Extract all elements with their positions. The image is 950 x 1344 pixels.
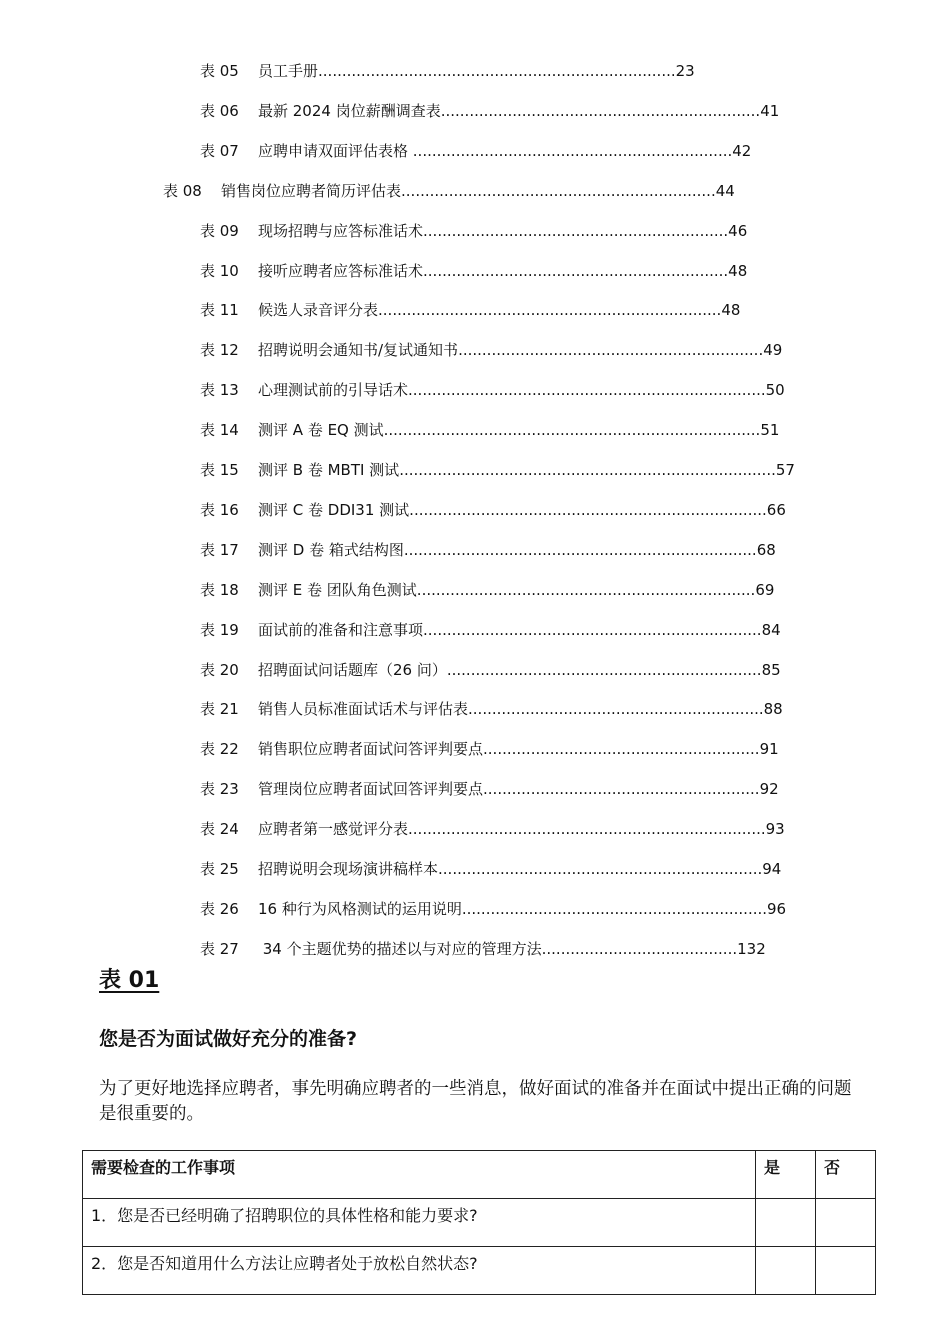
toc-number: 表 26 bbox=[200, 899, 239, 918]
toc-title: 管理岗位应聘者面试回答评判要点 bbox=[258, 780, 484, 799]
toc-leader-dots: .................................................................... bbox=[438, 860, 763, 878]
toc-number: 表 22 bbox=[200, 740, 239, 759]
checklist-header-row bbox=[83, 1151, 876, 1199]
toc-entry[interactable] bbox=[200, 497, 880, 523]
toc-leader-dots: ........................................................................... bbox=[408, 381, 766, 400]
toc-entry[interactable] bbox=[200, 138, 880, 164]
toc-leader-dots: ............................................................................... bbox=[383, 421, 761, 440]
toc-leader-dots: ................................................................ bbox=[423, 221, 729, 240]
toc-number: 表 08 bbox=[163, 181, 202, 200]
toc-page-number: 49 bbox=[763, 341, 783, 360]
toc-title: 最新 2024 岗位薪酬调查表 bbox=[258, 101, 441, 120]
header-item: 需要检查的工作事项 bbox=[83, 1151, 756, 1199]
toc-leader-dots: .............................................................. bbox=[468, 700, 764, 719]
header-no: 否 bbox=[816, 1151, 876, 1199]
header-yes: 是 bbox=[756, 1151, 816, 1199]
toc-number: 表 23 bbox=[200, 780, 239, 799]
checklist-table bbox=[82, 1150, 876, 1295]
toc-title: 接听应聘者应答标准话术 bbox=[258, 261, 424, 280]
toc-entry[interactable] bbox=[200, 577, 880, 603]
toc-entry[interactable] bbox=[200, 337, 880, 363]
toc-page-number: 51 bbox=[760, 421, 780, 440]
toc-entry[interactable] bbox=[200, 537, 880, 563]
toc-number: 表 21 bbox=[200, 700, 239, 719]
section-heading: 表 01 bbox=[99, 968, 160, 993]
toc-entry[interactable] bbox=[200, 936, 880, 962]
toc-leader-dots: .................................................................. bbox=[401, 181, 716, 200]
toc-page-number: 69 bbox=[755, 580, 775, 599]
toc-page-number: 48 bbox=[721, 301, 741, 320]
toc-leader-dots: ........................................................................... bbox=[408, 820, 766, 839]
toc-entry[interactable] bbox=[200, 696, 880, 722]
toc-title: 测评 E 卷 团队角色测试 bbox=[258, 580, 417, 599]
toc-title: 测评 C 卷 DDI31 测试 bbox=[258, 500, 410, 519]
toc-page-number: 92 bbox=[759, 780, 779, 799]
toc-leader-dots: ....................................................................... bbox=[423, 620, 762, 639]
toc-page-number: 84 bbox=[761, 620, 781, 639]
toc-leader-dots: ......................................... bbox=[541, 939, 738, 958]
toc-page-number: 85 bbox=[761, 660, 781, 679]
toc-entry[interactable] bbox=[200, 98, 880, 124]
toc-page-number: 57 bbox=[775, 461, 795, 479]
table-row bbox=[83, 1199, 876, 1247]
toc-title: 应聘者第一感觉评分表 bbox=[258, 820, 409, 839]
toc-leader-dots: ................................................................... bbox=[412, 141, 733, 160]
toc-leader-dots: ........................................................................... bbox=[409, 500, 767, 519]
toc-page-number: 44 bbox=[715, 181, 735, 200]
checkbox-yes[interactable] bbox=[756, 1247, 816, 1295]
toc-title: 心理测试前的引导话术 bbox=[258, 381, 409, 400]
toc-number: 表 13 bbox=[200, 381, 239, 400]
toc-leader-dots: ............................................................................... bbox=[399, 461, 776, 479]
toc-number: 表 24 bbox=[200, 820, 239, 839]
toc-page-number: 42 bbox=[732, 141, 752, 160]
toc-page-number: 132 bbox=[737, 939, 766, 958]
toc-entry[interactable] bbox=[200, 457, 880, 483]
toc-entry[interactable] bbox=[200, 657, 880, 683]
toc-entry[interactable] bbox=[200, 856, 880, 882]
toc-title: 测评 B 卷 MBTI 测试 bbox=[258, 461, 400, 479]
toc-page-number: 94 bbox=[762, 860, 782, 878]
toc-leader-dots: ........................................................................... bbox=[318, 62, 676, 80]
toc-title: 销售岗位应聘者简历评估表 bbox=[221, 181, 402, 200]
toc-leader-dots: ........................................................................ bbox=[378, 301, 722, 320]
toc-title: 销售职位应聘者面试问答评判要点 bbox=[258, 740, 484, 759]
toc-number: 表 07 bbox=[200, 141, 239, 160]
toc-number: 表 18 bbox=[200, 580, 239, 599]
toc-page-number: 88 bbox=[763, 700, 783, 719]
checklist-item: 2．您是否知道用什么方法让应聘者处于放松自然状态? bbox=[83, 1247, 756, 1295]
toc-number: 表 15 bbox=[200, 461, 239, 479]
toc-page-number: 93 bbox=[765, 820, 785, 839]
toc-number: 表 20 bbox=[200, 660, 239, 679]
toc-page-number: 41 bbox=[760, 101, 780, 120]
toc-number: 表 19 bbox=[200, 620, 239, 639]
toc-title: 招聘说明会通知书/复试通知书 bbox=[258, 341, 459, 360]
toc-entry[interactable] bbox=[200, 58, 880, 84]
toc-number: 表 25 bbox=[200, 860, 239, 878]
toc-leader-dots: ................................................................ bbox=[458, 341, 764, 360]
toc-entry[interactable] bbox=[200, 258, 880, 284]
toc-page-number: 50 bbox=[765, 381, 785, 400]
toc-page-number: 23 bbox=[675, 62, 695, 80]
toc-title: 应聘申请双面评估表格 bbox=[258, 141, 413, 160]
toc-leader-dots: .......................................................................... bbox=[403, 540, 757, 559]
toc-leader-dots: ....................................................................... bbox=[416, 580, 756, 599]
toc-entry[interactable] bbox=[200, 417, 880, 443]
toc-page-number: 91 bbox=[759, 740, 779, 759]
toc-entry[interactable] bbox=[200, 896, 880, 922]
toc-page-number: 66 bbox=[766, 500, 786, 519]
toc-entry[interactable] bbox=[200, 736, 880, 762]
toc-entry[interactable] bbox=[200, 776, 880, 802]
toc-number: 表 27 bbox=[200, 939, 239, 958]
toc-number: 表 05 bbox=[200, 62, 239, 80]
toc-title: 销售人员标准面试话术与评估表 bbox=[258, 700, 469, 719]
checkbox-no[interactable] bbox=[816, 1199, 876, 1247]
toc-entry[interactable] bbox=[200, 297, 880, 323]
section-intro: 为了更好地选择应聘者，事先明确应聘者的一些消息，做好面试的准备并在面试中提出正确的问题是很重要的。 bbox=[99, 1079, 852, 1124]
toc-leader-dots: ................................................................ bbox=[461, 899, 768, 918]
toc-entry[interactable] bbox=[200, 617, 880, 643]
toc-entry[interactable] bbox=[200, 377, 880, 403]
toc-title: 现场招聘与应答标准话术 bbox=[258, 221, 424, 240]
toc-title: 员工手册 bbox=[258, 62, 319, 80]
toc-title: 测评 D 卷 箱式结构图 bbox=[258, 540, 404, 559]
toc-number: 表 09 bbox=[200, 221, 239, 240]
toc-page-number: 48 bbox=[728, 261, 748, 280]
toc-number: 表 10 bbox=[200, 261, 239, 280]
toc-title: 面试前的准备和注意事项 bbox=[258, 620, 424, 639]
toc-title: 招聘面试问话题库（26 问） bbox=[258, 660, 447, 679]
toc-leader-dots: .......................................................... bbox=[483, 740, 760, 759]
toc-number: 表 11 bbox=[200, 301, 239, 320]
toc-entry[interactable] bbox=[200, 218, 880, 244]
toc-title: 34 个主题优势的描述以与对应的管理方法 bbox=[258, 939, 542, 958]
checklist-item: 1．您是否已经明确了招聘职位的具体性格和能力要求? bbox=[83, 1199, 756, 1247]
toc-number: 表 16 bbox=[200, 500, 239, 519]
toc-title: 16 种行为风格测试的运用说明 bbox=[258, 899, 462, 918]
toc-number: 表 12 bbox=[200, 341, 239, 360]
toc-leader-dots: ................................................................ bbox=[423, 261, 729, 280]
section-question: 您是否为面试做好充分的准备? bbox=[99, 1028, 358, 1050]
toc-number: 表 06 bbox=[200, 101, 239, 120]
toc-title: 招聘说明会现场演讲稿样本 bbox=[258, 860, 439, 878]
toc-page-number: 46 bbox=[728, 221, 748, 240]
toc-leader-dots: .......................................................... bbox=[483, 780, 760, 799]
toc-page-number: 96 bbox=[767, 899, 787, 918]
toc-number: 表 17 bbox=[200, 540, 239, 559]
toc-leader-dots: ................................................................... bbox=[440, 101, 761, 120]
toc-title: 候选人录音评分表 bbox=[258, 301, 379, 320]
toc-entry[interactable] bbox=[163, 178, 880, 204]
toc-entry[interactable] bbox=[200, 816, 880, 842]
checkbox-no[interactable] bbox=[816, 1247, 876, 1295]
toc-number: 表 14 bbox=[200, 421, 239, 440]
toc-title: 测评 A 卷 EQ 测试 bbox=[258, 421, 384, 440]
toc-leader-dots: .................................................................. bbox=[446, 660, 762, 679]
toc-page-number: 68 bbox=[756, 540, 776, 559]
checkbox-yes[interactable] bbox=[756, 1199, 816, 1247]
table-row bbox=[83, 1247, 876, 1295]
